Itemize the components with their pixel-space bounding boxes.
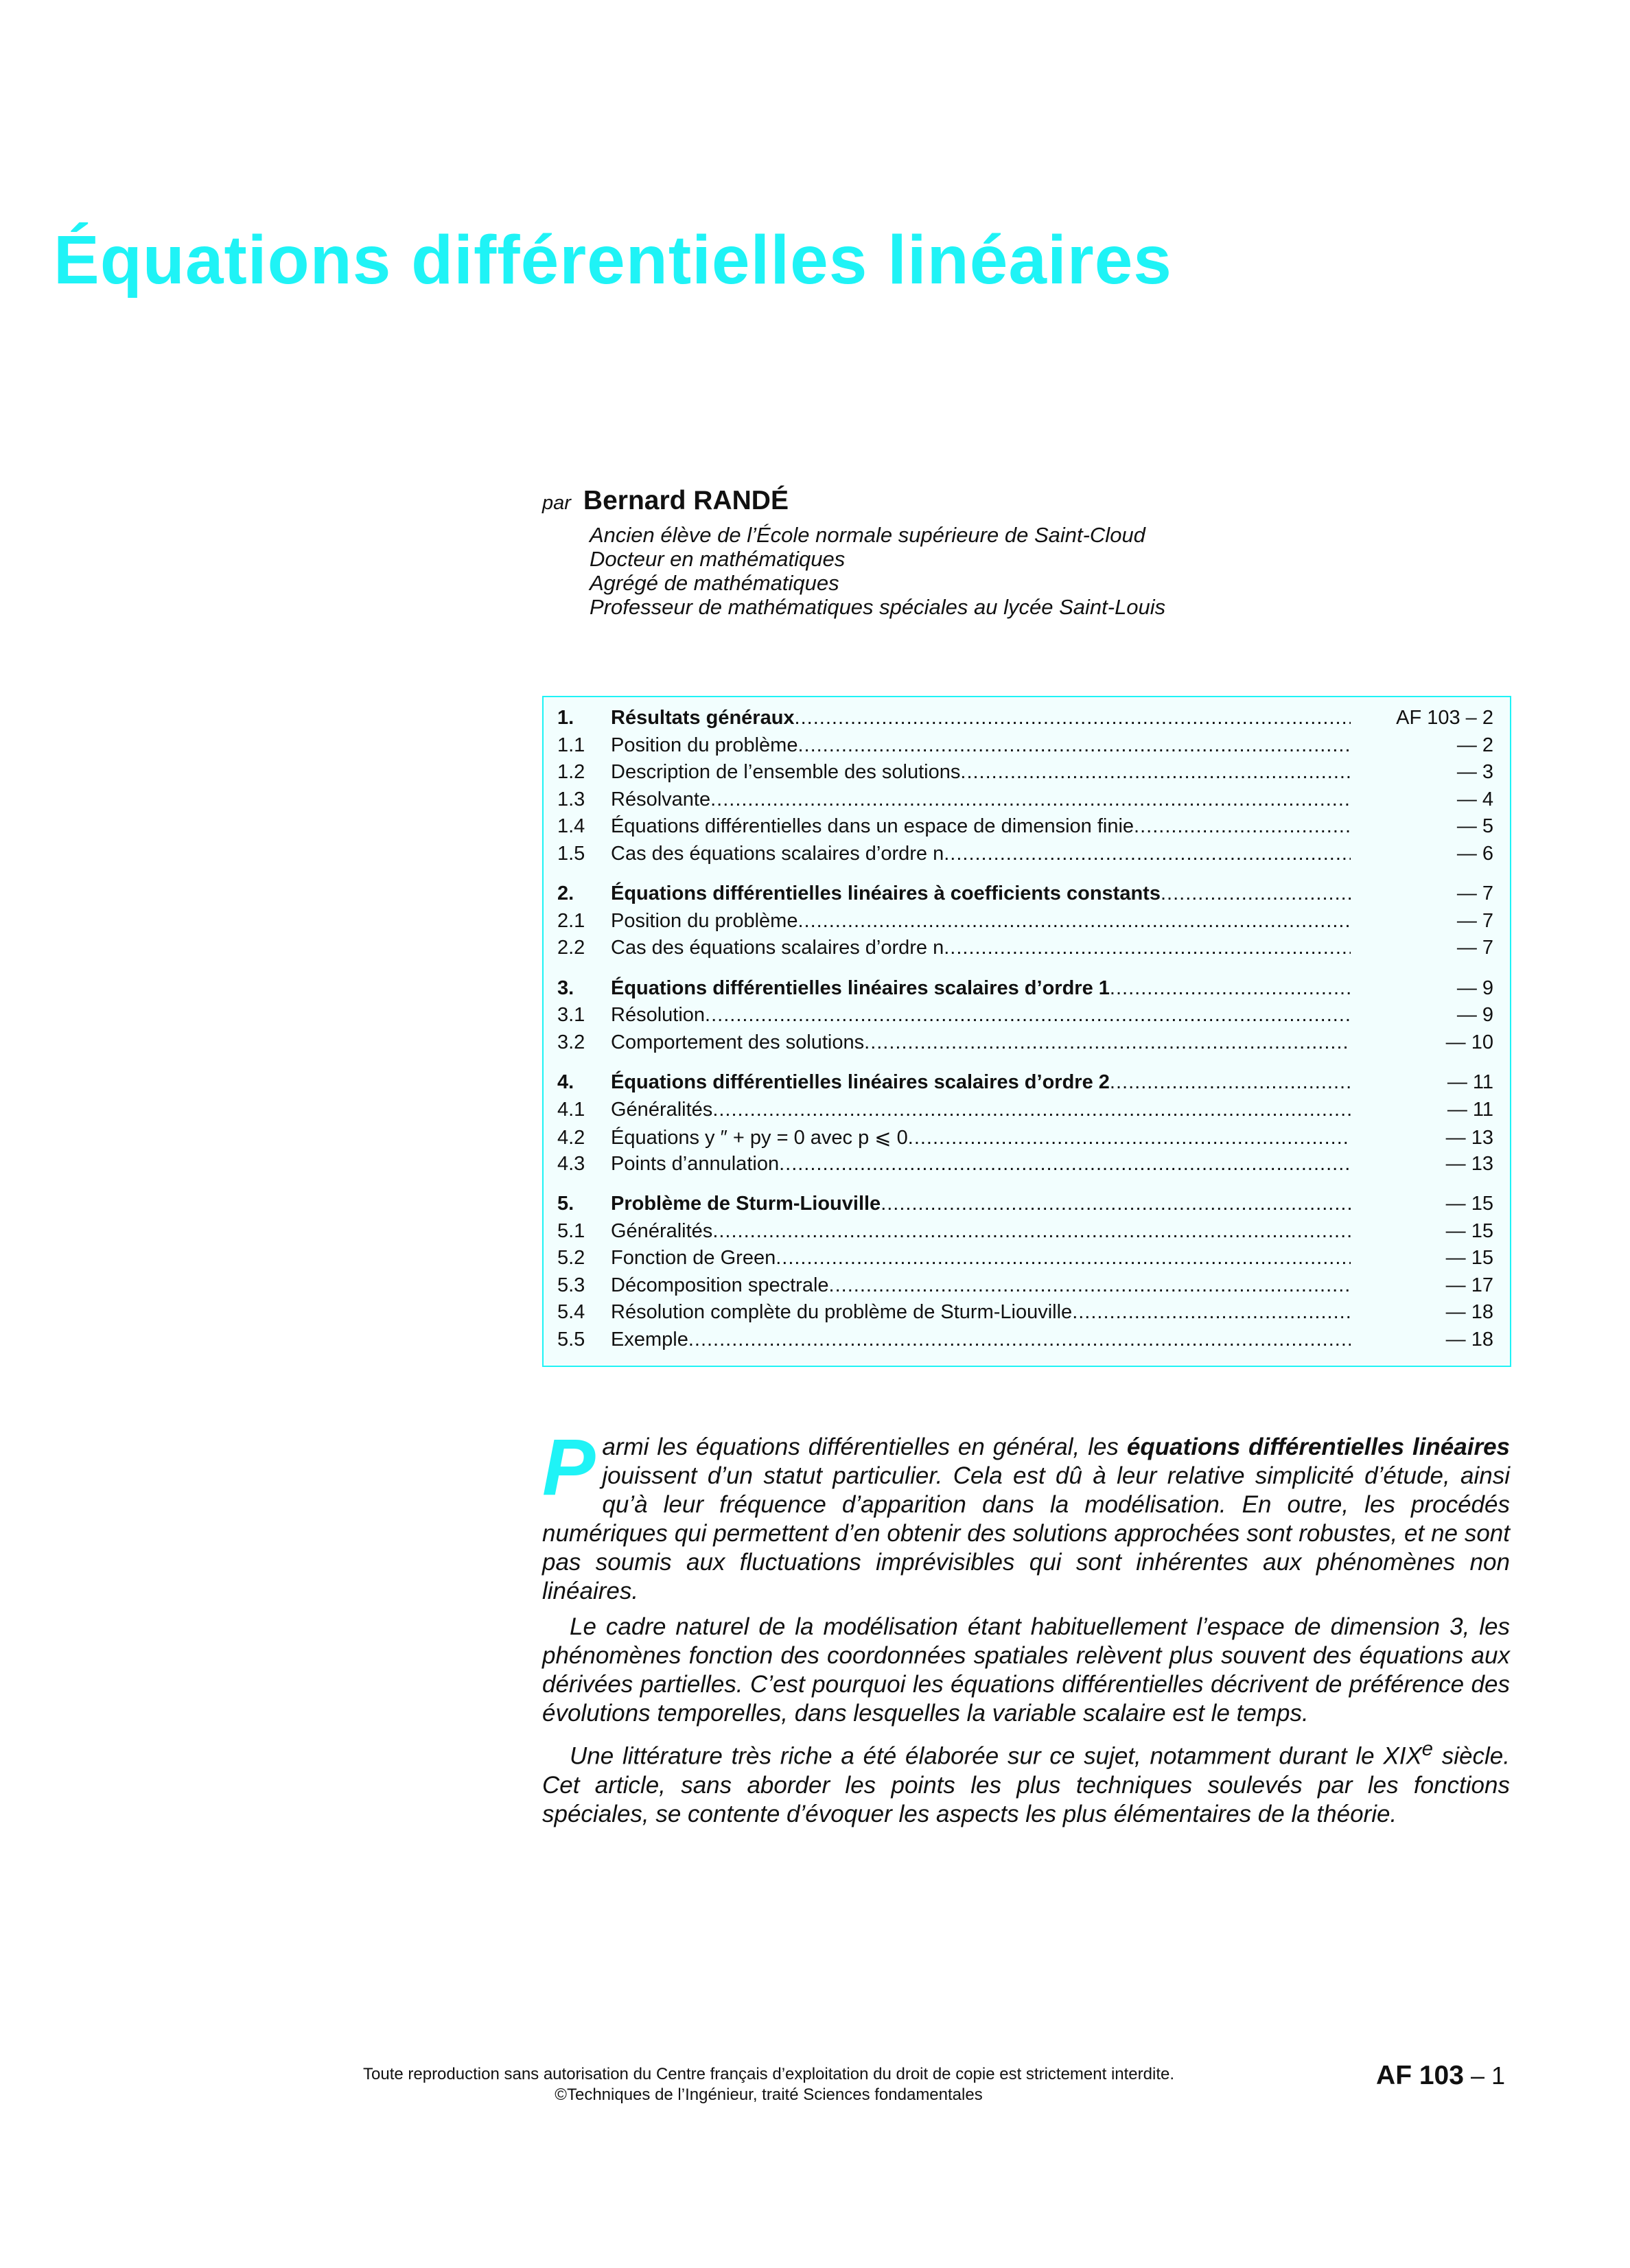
toc-number: 2. xyxy=(557,882,574,904)
toc-label: Équations différentielles linéaires à coefficients constants xyxy=(611,882,1161,904)
toc-label: Résolvante xyxy=(611,788,711,810)
toc-page-ref: — 7 xyxy=(1456,937,1493,959)
copyright-notice xyxy=(247,2064,1290,2105)
toc-leader xyxy=(1072,1301,1351,1324)
abstract-text: Une littérature très riche a été élaborée sur ce sujet, notamment durant le XIX xyxy=(570,1742,1422,1770)
toc-label: Résolution complète du problème de Sturm-Liouville xyxy=(611,1301,1073,1323)
toc-label: Position du problème xyxy=(611,734,798,756)
toc-subsection xyxy=(557,1247,1493,1274)
toc-page-ref: — 18 xyxy=(1445,1328,1493,1351)
toc-label: Problème de Sturm-Liouville xyxy=(611,1193,881,1215)
toc-page-ref: — 6 xyxy=(1456,842,1493,865)
toc-label: Généralités xyxy=(611,1098,713,1121)
toc-leader xyxy=(944,937,1351,959)
toc-label: Points d’annulation xyxy=(611,1152,780,1175)
author-credentials xyxy=(590,523,1165,619)
toc-leader xyxy=(797,734,1351,757)
toc-label: Équations différentielles linéaires scalaires d’ordre 2 xyxy=(611,1071,1110,1093)
toc-subsection xyxy=(557,761,1493,788)
toc-label: Description de l’ensemble des solutions xyxy=(611,761,961,783)
toc-page-ref: — 3 xyxy=(1456,761,1493,783)
toc-number: 3. xyxy=(557,977,574,999)
toc-leader xyxy=(1110,1071,1351,1094)
toc-number: 5.5 xyxy=(557,1328,585,1351)
toc-leader xyxy=(1161,882,1351,905)
toc-leader xyxy=(797,910,1351,933)
toc-page-ref: — 15 xyxy=(1445,1219,1493,1242)
article-title: Équations différentielles linéaires xyxy=(54,222,1172,299)
abstract-paragraph xyxy=(542,1423,1511,1606)
toc-page-ref: — 13 xyxy=(1445,1152,1493,1175)
toc-page-ref: — 2 xyxy=(1456,734,1493,756)
toc-subsection xyxy=(557,1329,1493,1356)
abstract-emphasis: équations différentielles linéaires xyxy=(1126,1434,1511,1460)
toc-number: 3.2 xyxy=(557,1031,585,1053)
toc-leader xyxy=(779,1153,1351,1176)
toc-page-ref: — 13 xyxy=(1445,1127,1493,1149)
toc-subsection xyxy=(557,843,1493,870)
toc-label: Généralités xyxy=(611,1219,713,1242)
toc-number: 4.3 xyxy=(557,1152,585,1175)
toc-subsection xyxy=(557,1274,1493,1302)
abstract-text: jouissent d’un statut particulier. Cela est dû à leur relative simplicité d’étude, ainsi qu’à leur fréquence d’apparition dans la modélisation. En outre, les procédés numériques qui permettent d’en obtenir des solutions approchées sont robustes, et ne sont pas soumis aux fluctuations imprévisibles qui sont inhérentes aux phénomènes non linéaires. xyxy=(542,1462,1510,1604)
toc-label: Décomposition spectrale xyxy=(611,1274,829,1296)
toc-section xyxy=(557,1193,1493,1220)
toc-subsection xyxy=(557,1004,1493,1031)
toc-leader xyxy=(1134,815,1351,838)
toc-leader xyxy=(1110,977,1351,1000)
toc-number: 2.2 xyxy=(557,937,585,959)
toc-label: Résultats généraux xyxy=(611,707,795,729)
toc-page-ref: AF 103 – 2 xyxy=(1396,707,1493,729)
toc-leader xyxy=(908,1127,1351,1149)
toc-page-ref: — 7 xyxy=(1456,882,1493,904)
toc-number: 5.1 xyxy=(557,1219,585,1242)
notice-line: ©Techniques de l’Ingénieur, traité Sciences fondamentales xyxy=(555,2085,983,2104)
toc-number: 5.2 xyxy=(557,1247,585,1269)
toc-label: Exemple xyxy=(611,1328,688,1351)
toc-section xyxy=(557,882,1493,910)
author-name: Bernard RANDÉ xyxy=(583,486,789,515)
toc-section xyxy=(557,1071,1493,1099)
toc-page-ref: — 11 xyxy=(1447,1098,1493,1121)
superscript: e xyxy=(1421,1738,1434,1760)
toc-subsection xyxy=(557,1031,1493,1059)
credential-line: Ancien élève de l’École normale supérieure de Saint-Cloud xyxy=(590,523,1145,547)
toc-number: 3.1 xyxy=(557,1004,585,1026)
drop-cap: P xyxy=(542,1423,596,1512)
toc-page-ref: — 11 xyxy=(1447,1071,1493,1093)
toc-number: 1.1 xyxy=(557,734,585,756)
toc-group xyxy=(557,977,1493,1059)
toc-group xyxy=(557,1071,1493,1180)
toc-section xyxy=(557,977,1493,1005)
author-block xyxy=(542,486,1165,619)
toc-subsection xyxy=(557,1301,1493,1329)
toc-label: Fonction de Green xyxy=(611,1247,776,1269)
toc-leader xyxy=(864,1031,1351,1054)
toc-subsection xyxy=(557,788,1493,816)
toc-page-ref: — 9 xyxy=(1456,977,1493,999)
page-num: 1 xyxy=(1491,2061,1505,2090)
page-code: AF 103 xyxy=(1376,2061,1464,2090)
toc-section xyxy=(557,707,1493,734)
toc-label: Comportement des solutions xyxy=(611,1031,865,1053)
toc-number: 5.4 xyxy=(557,1301,585,1323)
author-prefix: par xyxy=(542,492,571,514)
credential-line: Docteur en mathématiques xyxy=(590,547,846,571)
toc-label: Équations différentielles dans un espace de dimension finie xyxy=(611,815,1134,837)
toc-number: 1.4 xyxy=(557,815,585,837)
toc-subsection xyxy=(557,1125,1493,1153)
toc-label: Équations différentielles linéaires scalaires d’ordre 1 xyxy=(611,977,1110,999)
toc-page-ref: — 10 xyxy=(1445,1031,1493,1053)
toc-leader xyxy=(705,1004,1351,1027)
toc-leader xyxy=(960,761,1351,784)
abstract-paragraph: Le cadre naturel de la modélisation étant habituellement l’espace de dimension 3, les phénomènes fonction des coordonnées spatiales relèvent plus souvent des équations aux dérivées partielles. C’est pourquoi les équations différentielles décrivent de préférence des évolutions temporelles, dans lesquelles la variable scalaire est le temps. xyxy=(542,1613,1510,1727)
abstract-text: armi les équations différentielles en général, les xyxy=(602,1434,1127,1460)
toc-page-ref: — 4 xyxy=(1456,788,1493,810)
toc-subsection xyxy=(557,1153,1493,1180)
toc-leader xyxy=(688,1329,1351,1351)
page-separator: – xyxy=(1463,2061,1491,2090)
toc-leader xyxy=(829,1274,1351,1297)
notice-line: Toute reproduction sans autorisation du Centre français d’exploitation du droit de copie est strictement interdite. xyxy=(363,2065,1174,2083)
toc-group xyxy=(557,707,1493,869)
toc-page-ref: — 15 xyxy=(1445,1193,1493,1215)
toc-page-ref: — 18 xyxy=(1445,1301,1493,1323)
toc-subsection xyxy=(557,1099,1493,1126)
toc-number: 1.3 xyxy=(557,788,585,810)
toc-number: 2.1 xyxy=(557,909,585,932)
toc-page-ref: — 9 xyxy=(1456,1004,1493,1026)
toc-leader xyxy=(881,1193,1351,1215)
toc-number: 5.3 xyxy=(557,1274,585,1296)
toc-leader xyxy=(776,1247,1351,1270)
toc-number: 1.5 xyxy=(557,842,585,865)
toc-label: Cas des équations scalaires d’ordre n xyxy=(611,842,944,865)
toc-page-ref: — 7 xyxy=(1456,909,1493,932)
abstract-text: siècle. Cet article, sans aborder les points les plus techniques soulevés par les fonctions spéciales, se contente d’évoquer les aspects les plus élémentaires de la théorie. xyxy=(542,1742,1510,1827)
toc-page-ref: — 5 xyxy=(1456,815,1493,837)
toc-subsection xyxy=(557,734,1493,762)
toc-leader xyxy=(712,1099,1351,1121)
toc-subsection xyxy=(557,910,1493,937)
toc-number: 4.1 xyxy=(557,1098,585,1121)
toc-number: 1.2 xyxy=(557,761,585,783)
page-number xyxy=(1376,2061,1505,2091)
toc-group xyxy=(557,1193,1493,1355)
toc-subsection xyxy=(557,937,1493,964)
toc-page-ref: — 15 xyxy=(1445,1247,1493,1269)
toc-number: 5. xyxy=(557,1193,574,1215)
toc-leader xyxy=(795,707,1351,729)
toc-page-ref: — 17 xyxy=(1445,1274,1493,1296)
toc-subsection xyxy=(557,1220,1493,1248)
toc-number: 4.2 xyxy=(557,1127,585,1149)
toc-label: Position du problème xyxy=(611,909,798,932)
toc-label: Équations y ″ + py = 0 avec p ⩽ 0 xyxy=(611,1127,908,1149)
toc-leader xyxy=(710,788,1351,811)
toc-group xyxy=(557,882,1493,964)
abstract xyxy=(542,1423,1511,1836)
toc-number: 1. xyxy=(557,707,574,729)
table-of-contents xyxy=(542,696,1511,1367)
toc-subsection xyxy=(557,815,1493,843)
toc-leader xyxy=(712,1220,1351,1243)
toc-number: 4. xyxy=(557,1071,574,1093)
credential-line: Professeur de mathématiques spéciales au lycée Saint-Louis xyxy=(590,595,1166,619)
toc-label: Résolution xyxy=(611,1004,706,1026)
author-line xyxy=(542,486,1165,516)
toc-label: Cas des équations scalaires d’ordre n xyxy=(611,937,944,959)
toc-leader xyxy=(944,843,1351,865)
credential-line: Agrégé de mathématiques xyxy=(590,571,839,595)
abstract-paragraph xyxy=(542,1735,1510,1829)
